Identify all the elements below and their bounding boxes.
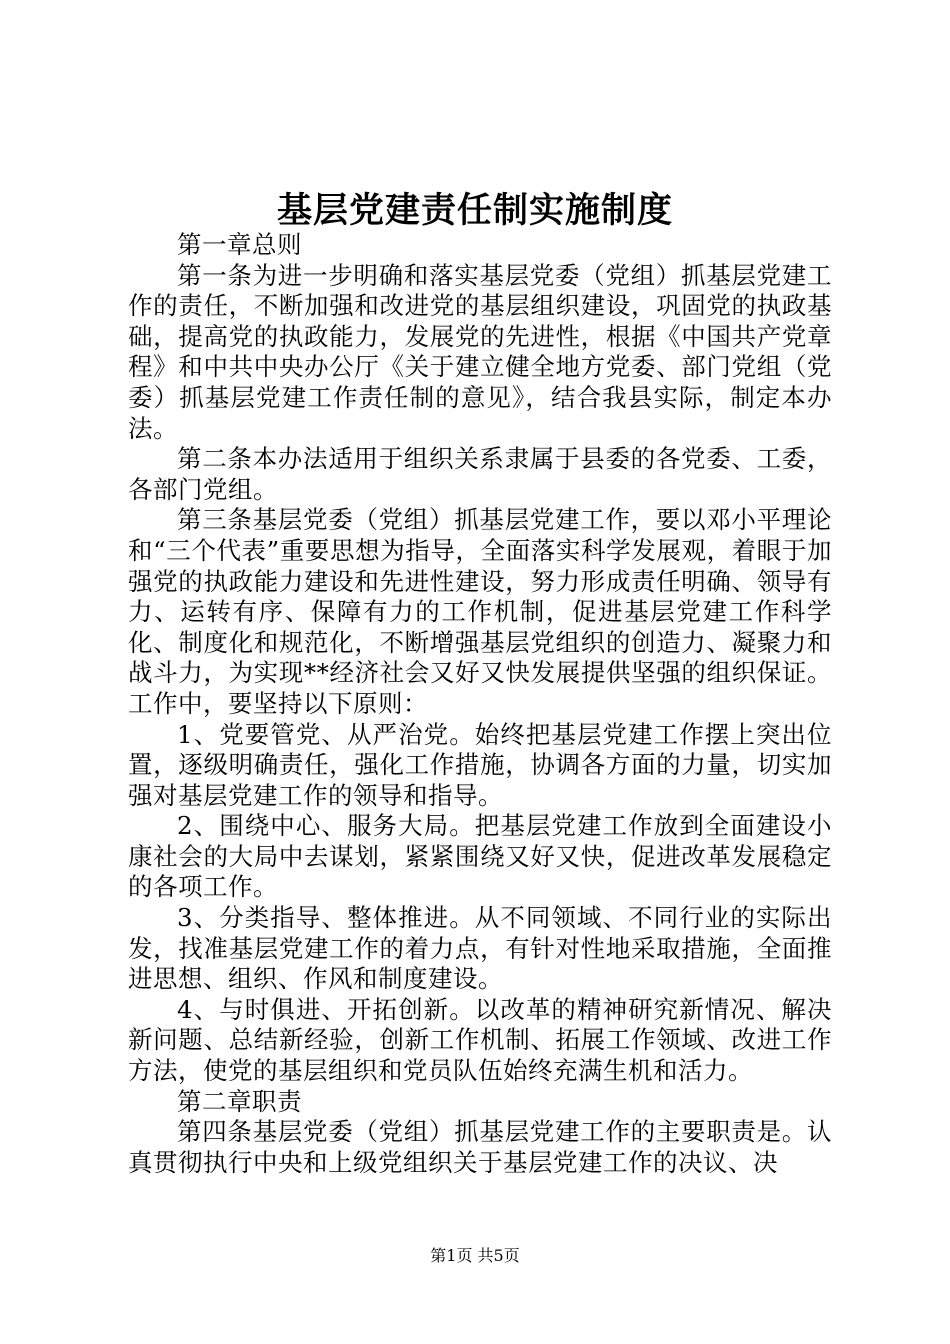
principle-item: 2、围绕中心、服务大局。把基层党建工作放到全面建设小康社会的大局中去谋划，紧紧围绕又好又快，促进改革发展稳定的各项工作。 [128, 811, 832, 902]
principle-item: 3、分类指导、整体推进。从不同领域、不同行业的实际出发，找准基层党建工作的着力点，有针对性地采取措施，全面推进思想、组织、作风和制度建设。 [128, 903, 832, 994]
principle-item: 4、与时俱进、开拓创新。以改革的精神研究新情况、解决新问题、总结新经验，创新工作机制、拓展工作领域、改进工作方法，使党的基层组织和党员队伍始终充满生机和活力。 [128, 994, 832, 1086]
article-paragraph: 第四条基层党委（党组）抓基层党建工作的主要职责是。认真贯彻执行中央和上级党组织关于基层党建工作的决议、决 [128, 1117, 832, 1177]
article-paragraph: 第一条为进一步明确和落实基层党委（党组）抓基层党建工作的责任，不断加强和改进党的基层组织建设，巩固党的执政基础，提高党的执政能力，发展党的先进性，根据《中国共产党章程》和中共中央办公厅《关于建立健全地方党委、部门党组（党委）抓基层党建工作责任制的意见》，结合我县实际，制定本办法。 [128, 260, 832, 443]
chapter-heading: 第二章职责 [177, 1086, 302, 1116]
document-body [128, 230, 832, 1178]
chapter-heading: 第一章总则 [177, 230, 302, 259]
document-title: 基层党建责任制实施制度 [276, 190, 673, 231]
page-number: 第1页 共5页 [430, 1246, 520, 1265]
article-paragraph: 第三条基层党委（党组）抓基层党建工作，要以邓小平理论和“三个代表”重要思想为指导，全面落实科学发展观，着眼于加强党的执政能力建设和先进性建设，努力形成责任明确、领导有力、运转有序、保障有力的工作机制，促进基层党建工作科学化、制度化和规范化，不断增强基层党组织的创造力、凝聚力和战斗力，为实现**经济社会又好又快发展提供坚强的组织保证。工作中，要坚持以下原则： [128, 505, 832, 718]
principle-item: 1、党要管党、从严治党。始终把基层党建工作摆上突出位置，逐级明确责任，强化工作措施，协调各方面的力量，切实加强对基层党建工作的领导和指导。 [128, 719, 832, 810]
article-paragraph: 第二条本办法适用于组织关系隶属于县委的各党委、工委，各部门党组。 [128, 444, 832, 504]
